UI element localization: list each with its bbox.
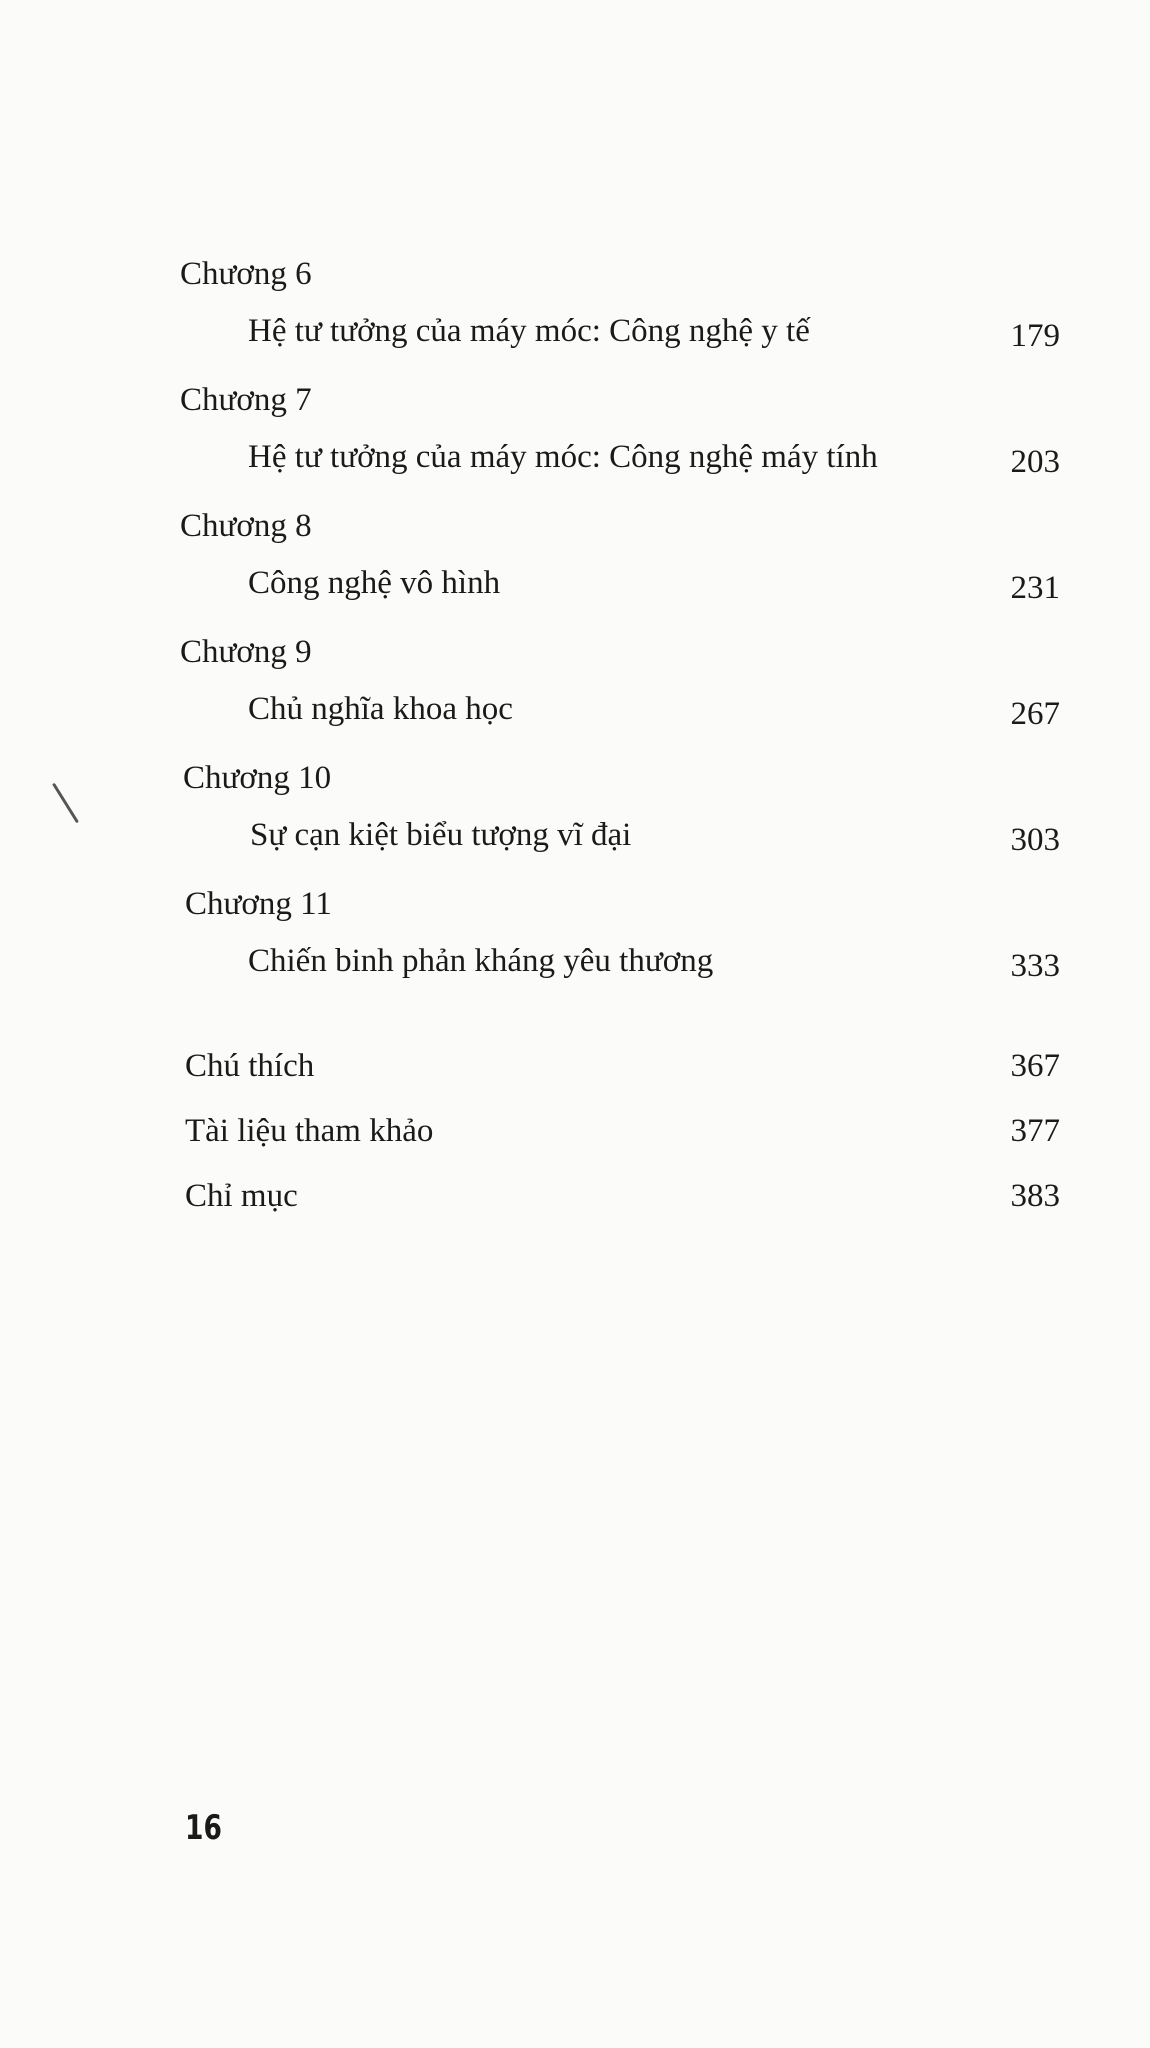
backmatter-title: Chỉ mục <box>185 1178 298 1214</box>
chapter-label: Chương 10 <box>183 760 332 796</box>
chapter-page-number: 267 <box>1010 696 1060 732</box>
chapter-title: Hệ tư tưởng của máy móc: Công nghệ máy tính <box>248 439 878 475</box>
chapter-page-number: 303 <box>1010 822 1060 858</box>
chapter-label: Chương 9 <box>180 634 312 670</box>
chapter-label: Chương 8 <box>180 508 312 544</box>
chapter-title: Hệ tư tưởng của máy móc: Công nghệ y tế <box>248 313 810 349</box>
scan-mark <box>52 783 79 824</box>
chapter-label: Chương 11 <box>185 886 332 922</box>
backmatter-page-number: 383 <box>1010 1178 1060 1214</box>
chapter-page-number: 333 <box>1010 948 1060 984</box>
chapter-label: Chương 7 <box>180 382 312 418</box>
backmatter-title: Chú thích <box>185 1048 315 1084</box>
backmatter-page-number: 377 <box>1010 1113 1060 1149</box>
chapter-title: Chiến binh phản kháng yêu thương <box>248 943 714 979</box>
chapter-title: Sự cạn kiệt biểu tượng vĩ đại <box>250 817 632 853</box>
chapter-page-number: 231 <box>1010 570 1060 606</box>
chapter-page-number: 203 <box>1010 444 1060 480</box>
page-number: 16 <box>185 1808 222 1848</box>
chapter-label: Chương 6 <box>180 256 312 292</box>
chapter-title: Chủ nghĩa khoa học <box>248 691 513 727</box>
backmatter-page-number: 367 <box>1010 1048 1060 1084</box>
backmatter-title: Tài liệu tham khảo <box>185 1113 434 1149</box>
chapter-title: Công nghệ vô hình <box>248 565 501 601</box>
chapter-page-number: 179 <box>1010 318 1060 354</box>
